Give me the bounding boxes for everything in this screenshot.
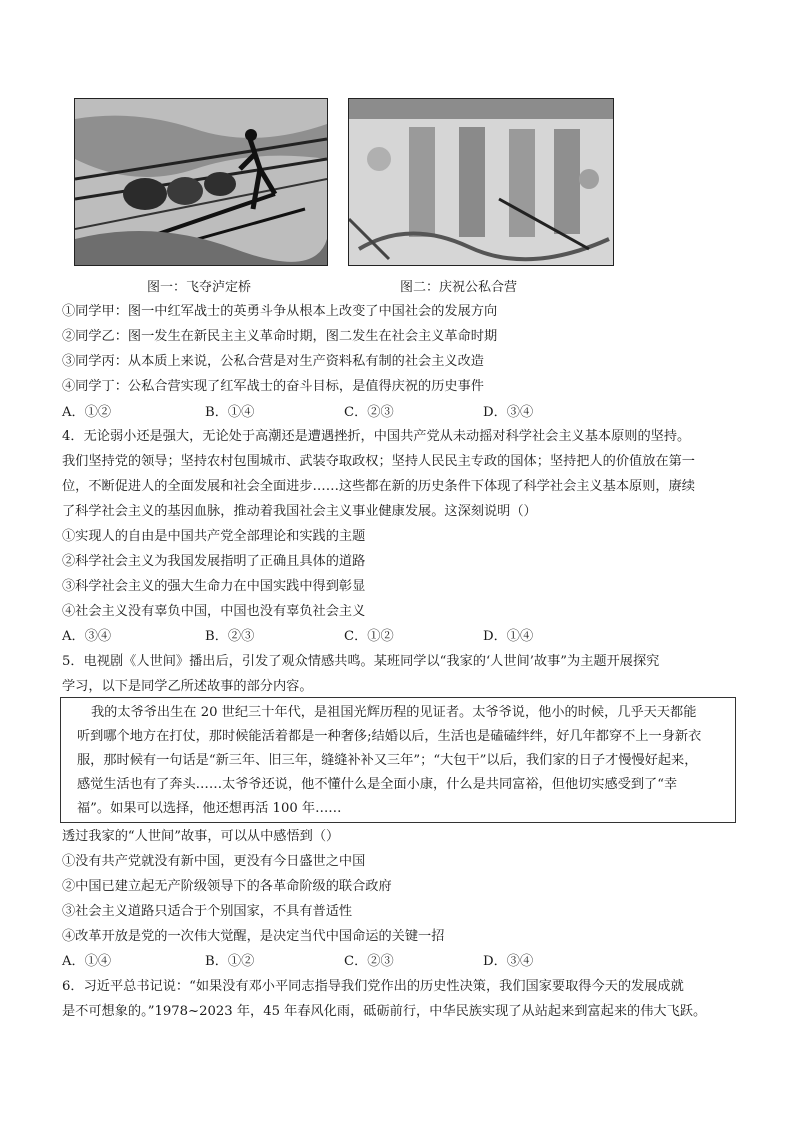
q4-stem-line-4: 了科学社会主义的基因血脉，推动着我国社会主义事业健康发展。这深刻说明（）	[62, 504, 537, 519]
figure-1-caption: 图一：飞夺泸定桥	[147, 280, 252, 295]
q4-option-a: A．③④	[62, 629, 112, 644]
q4-stem-line-3: 位，不断促进人的全面发展和社会全面进步……这些都在新的历史条件下体现了科学社会主义基本原则，赓续	[62, 479, 695, 494]
q6-stem-line-1: 6．习近平总书记说：“如果没有邓小平同志指导我们党作出的历史性决策，我们国家要取得今天的发展成就	[62, 979, 684, 994]
story-line-4: 感觉生活也有了奔头……太爷爷还说，他不懂什么是全面小康，什么是共同富裕，但他切实感受到了“幸	[77, 777, 678, 792]
q4-stem-line-1: 4．无论弱小还是强大，无论处于高潮还是遭遇挫折，中国共产党从未动摇对科学社会主义基本原则的坚持。	[62, 429, 691, 444]
q3-option-b: B．①④	[205, 405, 255, 420]
q5-statement-1: ①没有共产党就没有新中国，更没有今日盛世之中国	[62, 854, 366, 869]
q4-statement-4: ④社会主义没有辜负中国，中国也没有辜负社会主义	[62, 604, 366, 619]
figure-1-image	[74, 98, 328, 266]
q4-option-d: D．①④	[483, 629, 534, 644]
q4-statement-2: ②科学社会主义为我国发展指明了正确且具体的道路	[62, 554, 366, 569]
q5-statement-3: ③社会主义道路只适合于个别国家，不具有普适性	[62, 904, 353, 919]
q4-stem-line-2: 我们坚持党的领导；坚持农村包围城市、武装夺取政权；坚持人民民主专政的国体；坚持把人的价值放在第一	[62, 454, 695, 469]
bridge-illustration	[75, 99, 327, 265]
q5-option-a: A．①④	[62, 954, 112, 969]
q5-stem-line-1: 5．电视剧《人世间》播出后，引发了观众情感共鸣。某班同学以“我家的‘人世间’故事”为主题开展探究	[62, 654, 660, 669]
q5-statement-2: ②中国已建立起无产阶级领导下的各革命阶级的联合政府	[62, 879, 392, 894]
q5-prompt: 透过我家的“人世间”故事，可以从中感悟到（）	[62, 829, 340, 844]
q3-statement-3: ③同学丙：从本质上来说，公私合营是对生产资料私有制的社会主义改造	[62, 354, 484, 369]
celebration-illustration	[349, 99, 613, 265]
q4-option-b: B．②③	[205, 629, 255, 644]
q3-option-a: A．①②	[62, 405, 112, 420]
q3-option-d: D．③④	[483, 405, 534, 420]
q5-option-d: D．③④	[483, 954, 534, 969]
q5-option-c: C．②③	[344, 954, 394, 969]
q5-statement-4: ④改革开放是党的一次伟大觉醒，是决定当代中国命运的关键一招	[62, 929, 445, 944]
figure-2-caption: 图二：庆祝公私合营	[400, 280, 518, 295]
q3-statement-2: ②同学乙：图一发生在新民主主义革命时期，图二发生在社会主义革命时期	[62, 329, 498, 344]
q4-statement-3: ③科学社会主义的强大生命力在中国实践中得到彰显	[62, 579, 366, 594]
q5-option-b: B．①②	[205, 954, 255, 969]
q4-option-c: C．①②	[344, 629, 394, 644]
q3-option-c: C．②③	[344, 405, 394, 420]
story-line-2: 听到哪个地方在打仗，那时候能活着都是一种奢侈;结婚以后，生活也是磕磕绊绊，好几年都穿不上一身新衣	[77, 729, 702, 744]
q4-statement-1: ①实现人的自由是中国共产党全部理论和实践的主题	[62, 529, 366, 544]
q3-statement-1: ①同学甲：图一中红军战士的英勇斗争从根本上改变了中国社会的发展方向	[62, 304, 498, 319]
figure-2-image	[348, 98, 614, 266]
q3-statement-4: ④同学丁：公私合营实现了红军战士的奋斗目标，是值得庆祝的历史事件	[62, 379, 484, 394]
story-line-3: 服，那时候有一句话是“新三年、旧三年，缝缝补补又三年”；“大包干”以后，我们家的日子才慢慢好起来，	[77, 753, 698, 768]
story-line-1: 我的太爷爷出生在 20 世纪三十年代，是祖国光辉历程的见证者。太爷爷说，他小的时候，几乎天天都能	[91, 705, 697, 720]
story-line-5: 福”。如果可以选择，他还想再活 100 年……	[77, 801, 342, 816]
q5-story-box	[60, 697, 736, 823]
q6-stem-line-2: 是不可想象的。”1978~2023 年，45 年春风化雨，砥砺前行，中华民族实现了从站起来到富起来的伟大飞跃。	[62, 1004, 707, 1019]
q5-stem-line-2: 学习，以下是同学乙所述故事的部分内容。	[62, 679, 313, 694]
